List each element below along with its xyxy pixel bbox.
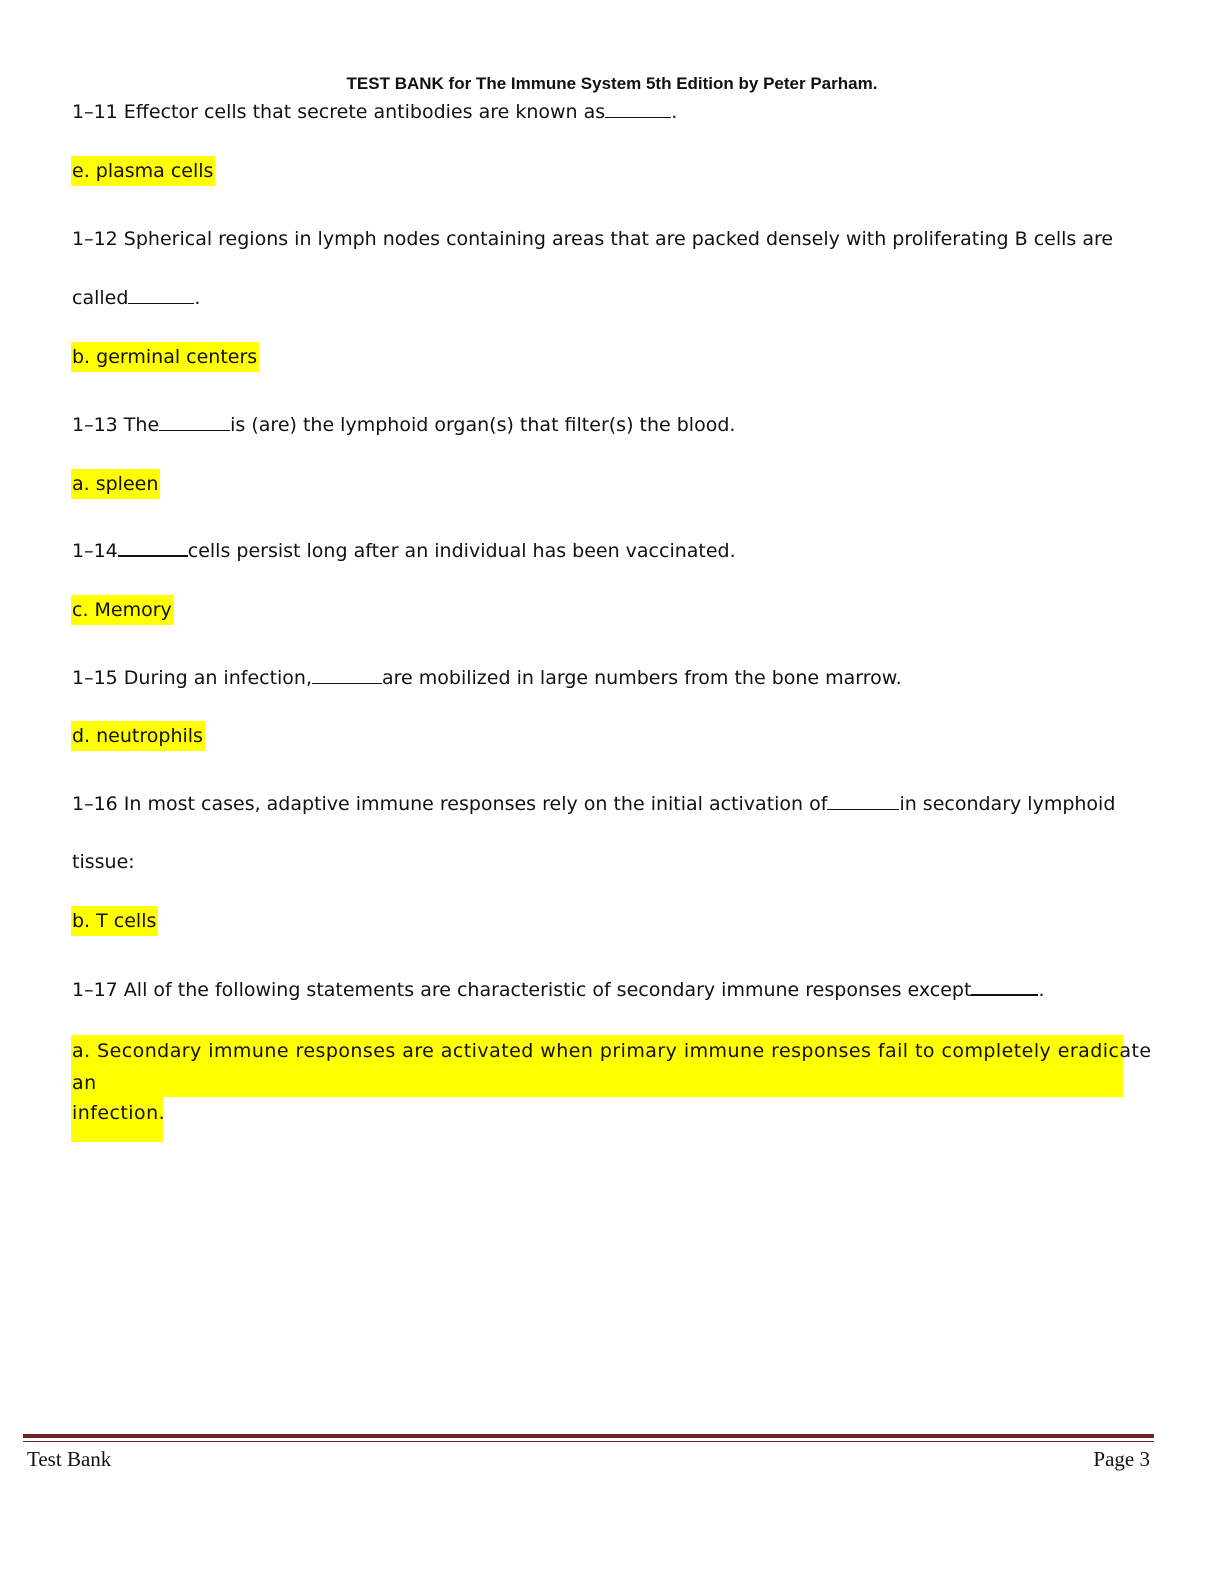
question-text: . bbox=[1038, 979, 1045, 1001]
question-text: 1–17 All of the following statements are characteristic of secondary immune responses except bbox=[72, 979, 972, 1001]
answer-1-16: b. T cells bbox=[71, 906, 158, 936]
question-text: . bbox=[671, 101, 678, 123]
question-text: are mobilized in large numbers from the bone marrow. bbox=[382, 667, 902, 689]
answer-blank bbox=[118, 554, 188, 557]
question-text: 1–16 In most cases, adaptive immune responses rely on the initial activation of bbox=[72, 793, 828, 815]
question-1-12-continued bbox=[72, 286, 200, 310]
answer-blank bbox=[312, 682, 382, 684]
footer-divider-thin bbox=[23, 1441, 1154, 1442]
answer-1-17-line-3: infection. bbox=[72, 1102, 166, 1124]
page-title: TEST BANK for The Immune System 5th Edition by Peter Parham. bbox=[346, 74, 878, 93]
answer-blank bbox=[128, 302, 194, 304]
answer-1-17-line-1: a. Secondary immune responses are activated when primary immune responses fail to completely eradicate bbox=[72, 1040, 1152, 1062]
answer-1-13: a. spleen bbox=[71, 469, 160, 499]
question-text: 1–14 bbox=[72, 540, 118, 562]
question-text: 1–13 The bbox=[72, 414, 160, 436]
question-text: 1–11 Effector cells that secrete antibodies are known as bbox=[72, 101, 606, 123]
question-1-17 bbox=[72, 978, 1045, 1002]
answer-1-12: b. germinal centers bbox=[71, 342, 259, 372]
footer-divider bbox=[23, 1434, 1154, 1438]
question-1-12: 1–12 Spherical regions in lymph nodes containing areas that are packed densely with proliferating B cells are bbox=[72, 228, 1114, 250]
answer-blank bbox=[159, 429, 230, 431]
question-text: called bbox=[72, 287, 129, 309]
question-text: is (are) the lymphoid organ(s) that filter(s) the blood. bbox=[230, 414, 736, 436]
answer-1-14: c. Memory bbox=[71, 595, 174, 625]
answer-1-17-line-2: an bbox=[72, 1072, 97, 1094]
question-text: . bbox=[194, 287, 201, 309]
answer-blank bbox=[971, 993, 1038, 996]
answer-1-11: e. plasma cells bbox=[71, 156, 215, 186]
question-1-14 bbox=[72, 539, 736, 563]
question-text: cells persist long after an individual has been vaccinated. bbox=[187, 540, 736, 562]
question-1-13 bbox=[72, 413, 735, 437]
question-1-11 bbox=[72, 100, 677, 124]
question-text: 1–15 During an infection, bbox=[72, 667, 313, 689]
answer-blank bbox=[605, 116, 671, 118]
footer-label: Test Bank bbox=[27, 1447, 112, 1471]
question-1-16 bbox=[72, 792, 1115, 816]
question-text: in secondary lymphoid bbox=[899, 793, 1116, 815]
question-1-15 bbox=[72, 666, 902, 690]
answer-1-15: d. neutrophils bbox=[71, 721, 205, 751]
page-number: Page 3 bbox=[1093, 1447, 1150, 1471]
answer-blank bbox=[827, 808, 899, 810]
question-1-16-continued: tissue: bbox=[72, 851, 135, 873]
